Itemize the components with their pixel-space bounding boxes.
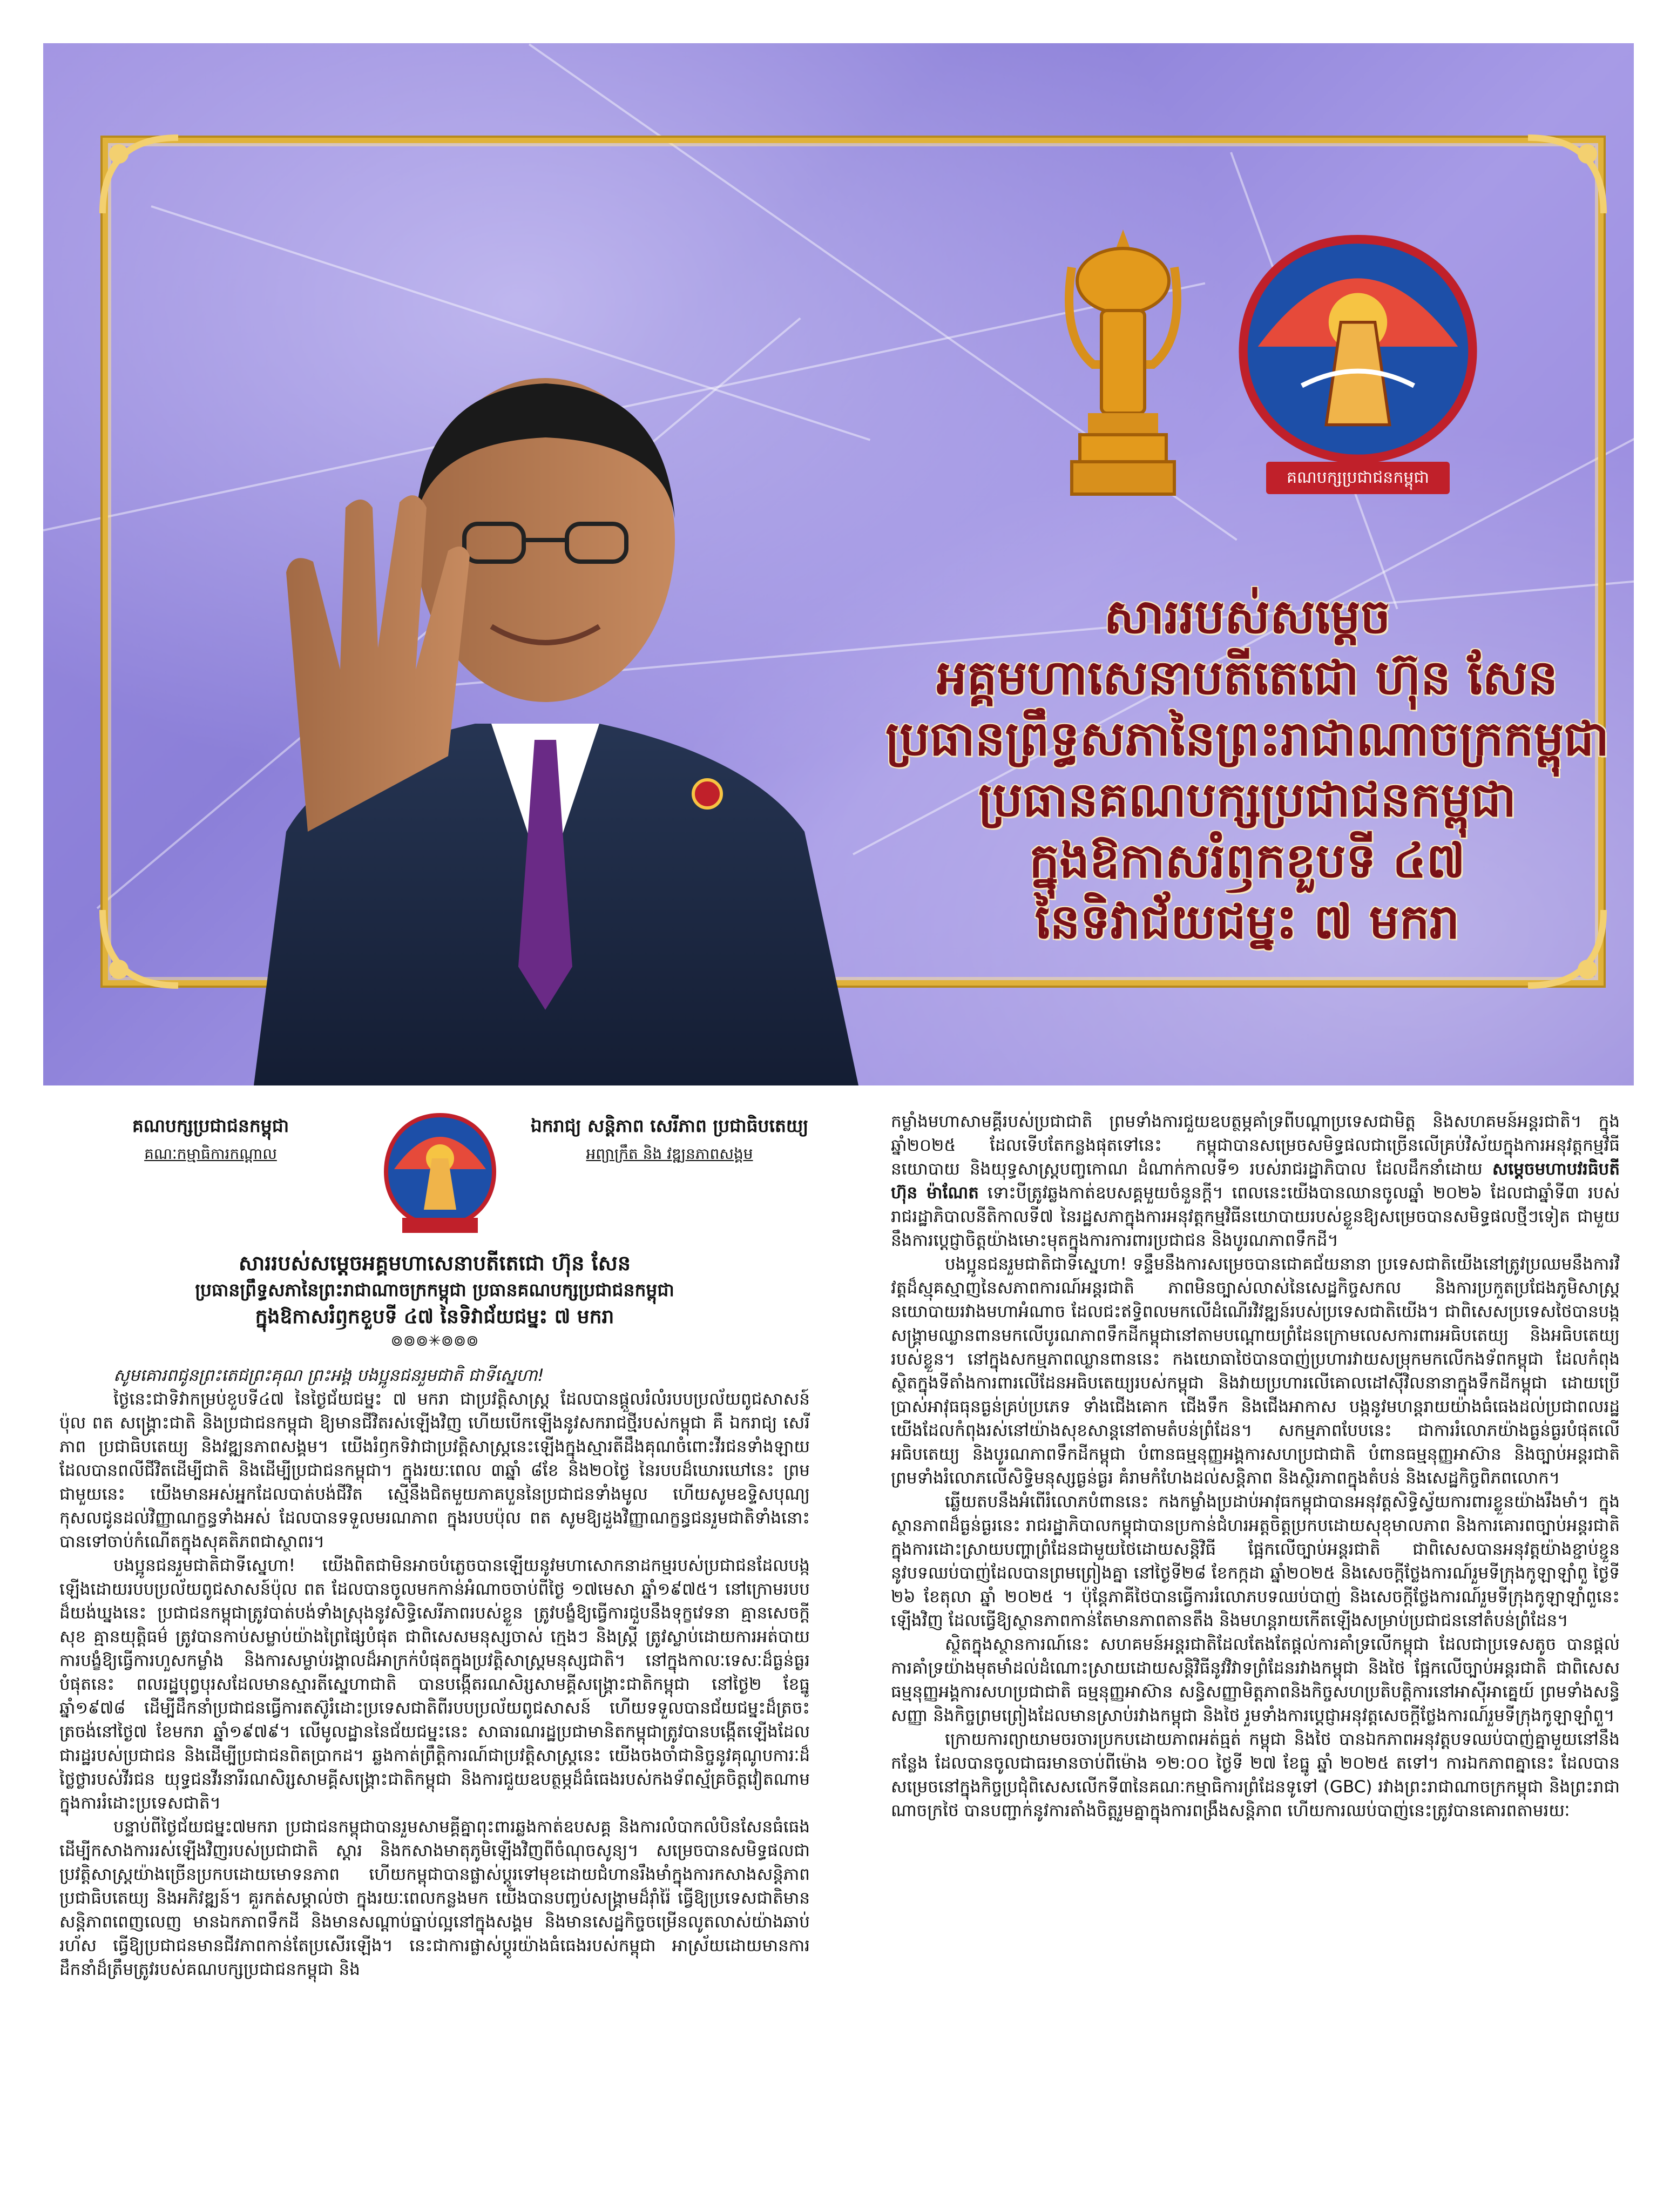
document-title: [59, 1249, 810, 1352]
portrait-photo: [221, 346, 923, 1085]
party-logo-caption: គណបក្សប្រជាជនកម្ពុជា: [1266, 462, 1450, 494]
paragraph: បន្ទាប់ពីថ្ងៃជ័យជម្នះ៧មករា ប្រជាជនកម្ពុជាបានរួមសាមគ្គីគ្នាពុះពារឆ្លងកាត់ឧបសគ្គ និងការលំបាកលំបិនសែនធំធេង ដើម្បីកសាងការរស់ឡើងវិញរបស់ប្រជាជាតិ ស្តារ និងកសាងមាតុភូមិឡើងវិញពីចំណុចសូន្យ។ សម្រេចបានសមិទ្ធផលជាប្រវត្តិសាស្ត្រយ៉ាងច្រើនប្រកបដោយមោទនភាព ហើយកម្ពុជាបានផ្លាស់ប្តូរទៅមុខដោយជំហានរឹងមាំក្នុងការកសាងសន្តិភាព ប្រជាធិបតេយ្យ និងអភិវឌ្ឍន៍។ គួរកត់សម្គាល់ថា ក្នុងរយៈពេលកន្លងមក យើងបានបញ្ចប់សង្គ្រាមដ៏រ៉ាំរ៉ៃ ធ្វើឱ្យប្រទេសជាតិមានសន្តិភាពពេញលេញ មានឯកភាពទឹកដី និងមានសណ្ដាប់ធ្នាប់ល្អនៅក្នុងសង្គម និងមានសេដ្ឋកិច្ចចម្រើនលូតលាស់យ៉ាងឆាប់រហ័ស ធ្វើឱ្យប្រជាជនមានជីវភាពកាន់តែប្រសើរឡើង។ នេះជាការផ្លាស់ប្ដូរយ៉ាងធំធេងរបស់កម្ពុជា អាស្រ័យដោយមានការដឹកនាំដ៏ត្រឹមត្រូវរបស់គណបក្សប្រជាជនកម្ពុជា និង: [59, 1817, 810, 1979]
paragraph: ស្ថិតក្នុងស្ថានការណ៍នេះ សហគមន៍អន្តរជាតិដែលតែងតែផ្ដល់ការគាំទ្រលើកម្ពុជា ដែលជាប្រទេសតូច បានផ្ដល់ការគាំទ្រយ៉ាងមុតមាំដល់ដំណោះស្រាយដោយសន្តិវិធីនូវវិវាទព្រំដែនរវាងកម្ពុជា និងថៃ ផ្អែកលើច្បាប់អន្តរជាតិ ជាពិសេស ធម្មនុញ្ញអង្គការសហប្រជាជាតិ ធម្មនុញ្ញអាស៊ាន សន្ធិសញ្ញាមិត្តភាពនិងកិច្ចសហប្រតិបត្តិការនៅអាស៊ីអាគ្នេយ៍ ព្រមទាំងសន្ធិសញ្ញា និងកិច្ចព្រមព្រៀងដែលមានស្រាប់រវាងកម្ពុជា និងថៃ រួមទាំងការប្ដេជ្ញាអនុវត្តសេចក្ដីថ្លែងការណ៍រួមទីក្រុងកូឡាឡាំពួ។: [891, 1635, 1620, 1725]
banner-title-line: អគ្គមហាសេនាបតីតេជោ ហ៊ុន សែន: [936, 649, 1558, 705]
salutation: សូមគោរពជូនព្រះតេជព្រះគុណ ព្រះអង្គ បងប្អូនជនរួមជាតិ ជាទីស្នេហា!: [113, 1366, 544, 1385]
banner-title-line: ប្រធានព្រឹទ្ធសភានៃព្រះរាជាណាចក្រកម្ពុជា: [885, 710, 1610, 766]
document-column-right: [891, 1110, 1620, 2195]
paragraph: ក្រោយការព្យាយាមចរចារប្រកបដោយភាពអត់ធ្មត់ កម្ពុជា និងថៃ បានឯកភាពអនុវត្តបទឈប់បាញ់គ្នាមួយនៅនឹងកន្លែង ដែលបានចូលជាធរមានចាប់ពីម៉ោង ១២:០០ ថ្ងៃទី ២៧ ខែធ្នូ ឆ្នាំ ២០២៥ តទៅ។ ការឯកភាពគ្នានេះ ដែលបានសម្រេចនៅក្នុងកិច្ចប្រជុំពិសេសលើកទី៣នៃគណៈកម្មាធិការព្រំដែនទូទៅ (GBC) រវាងព្រះរាជាណាចក្រកម្ពុជា និងព្រះរាជាណាចក្រថៃ បានបញ្ជាក់នូវការតាំងចិត្តរួមគ្នាក្នុងការពង្រឹងសន្តិភាព ហើយការឈប់បាញ់នេះត្រូវបានគោរពតាមរយៈ: [891, 1730, 1620, 1820]
party-logo-small-icon: [378, 1110, 502, 1239]
paragraph: ឆ្លើយតបនឹងអំពើរំលោភបំពាននេះ កងកម្លាំងប្រដាប់អាវុធកម្ពុជាបានអនុវត្តសិទ្ធិស្វ័យការពារខ្លួនយ៉ាងរឹងមាំ។ ក្នុងស្ថានភាពដ៏ធ្ងន់ធ្ងរនេះ រាជរដ្ឋាភិបាលកម្ពុជាបានប្រកាន់ជំហរអត្តចិត្តប្រកបដោយសុខុមាលភាព និងការគោរពច្បាប់អន្តរជាតិ ក្នុងការដោះស្រាយបញ្ហាព្រំដែនជាមួយថៃដោយសន្តិវិធី ផ្អែកលើច្បាប់អន្តរជាតិ ជាពិសេសបានអនុវត្តយ៉ាងខ្ជាប់ខ្ជួននូវបទឈប់បាញ់ដែលបានព្រមព្រៀងគ្នា នៅថ្ងៃទី២៨ ខែកក្កដា ឆ្នាំ២០២៥ និងសេចក្តីថ្លែងការណ៍រួមទីក្រុងកូឡាឡាំពួ ថ្ងៃទី ២៦ ខែតុលា ឆ្នាំ ២០២៥ ។ ប៉ុន្តែភាគីថៃបានធ្វើការរំលោភបទឈប់បាញ់ និងសេចក្ដីថ្លែងការណ៍រួមទីក្រុងកូឡាឡាំពួនេះឡើងវិញ ដែលធ្វើឱ្យស្ថានភាពកាន់តែមានភាពតានតឹង និងមហន្តរាយកើតឡើងសម្រាប់ប្រជាជននៅតំបន់ព្រំដែន។: [891, 1492, 1620, 1630]
left-column-body: [59, 1364, 810, 2190]
banner-title-line: នៃទិវាជ័យជម្នះ ៧ មករា: [1034, 893, 1460, 949]
document-title-line: សាររបស់សម្តេចអគ្គមហាសេនាបតីតេជោ ហ៊ុន សែន: [239, 1251, 631, 1275]
document-title-line: ប្រធានព្រឹទ្ធសភានៃព្រះរាជាណាចក្រកម្ពុជា ប្រធានគណបក្សប្រជាជនកម្ពុជា: [195, 1279, 674, 1300]
document-column-left: [59, 1110, 810, 2195]
frame-corner-ornament: [1523, 132, 1609, 219]
paragraph: បងប្អូនជនរួមជាតិជាទីស្នេហា! យើងពិតជាមិនអាចបំភ្លេចបានឡើយនូវមហាសោកនាដកម្មរបស់ប្រជាជនដែលបង្កឡើងដោយរបបប្រល័យពូជសាសន៍ប៉ុល ពត ដែលបានចូលមកកាន់អំណាចចាប់ពីថ្ងៃ ១៧មេសា ឆ្នាំ១៩៧៥។ នៅក្រោមរបបដ៏យង់ឃ្នងនេះ ប្រជាជនកម្ពុជាត្រូវបាត់បង់ទាំងស្រុងនូវសិទ្ធិសេរីភាពរបស់ខ្លួន ត្រូវបង្ខំឱ្យធ្វើការជួបនឹងទុក្ខវេទនា គ្មានសេចក្ដីសុខ គ្មានយុត្តិធម៌ ត្រូវបានកាប់សម្លាប់យ៉ាងព្រៃផ្សៃបំផុត ជាពិសេសមនុស្សចាស់ ក្មេងៗ និងស្ត្រី ត្រូវស្លាប់ដោយការអត់បាយ ការបង្ខំឱ្យធ្វើការហួសកម្លាំង និងការសម្លាប់រង្គាលដ៏អាក្រក់បំផុតក្នុងប្រវត្តិសាស្ត្រមនុស្សជាតិ។ នៅក្នុងកាលៈទេសៈដ៏ធ្ងន់ធ្ងរបំផុតនេះ ពលរដ្ឋបុព្វបុរសដែលមានស្មារតីស្នេហាជាតិ បានបង្កើតរណសិរ្សសាមគ្គីសង្គ្រោះជាតិកម្ពុជា នៅថ្ងៃ២ ខែធ្នូ ឆ្នាំ១៩៧៨ ដើម្បីដឹកនាំប្រជាជនធ្វើការតស៊ូរំដោះប្រទេសជាតិពីរបបប្រល័យពូជសាសន៍ ហើយទទួលបានជ័យជម្នះដ៏ត្រចះត្រចង់នៅថ្ងៃ៧ ខែមករា ឆ្នាំ១៩៧៩។ លើមូលដ្ឋាននៃជ័យជម្នះនេះ សាធារណរដ្ឋប្រជាមានិតកម្ពុជាត្រូវបានបង្កើតឡើងដែលជារដ្ឋរបស់ប្រជាជន និងដើម្បីប្រជាជនពិតប្រាកដ។ ឆ្លងកាត់ព្រឹត្តិការណ៍ជាប្រវត្តិសាស្ត្រនេះ យើងចងចាំជានិច្ចនូវគុណូបការៈដ៏ថ្លៃថ្លារបស់វីរជន យុទ្ធជនវីរនារីរណសិរ្សសាមគ្គីសង្គ្រោះជាតិកម្ពុជា និងការជួយឧបត្ថម្ភដ៏ធំធេងរបស់កងទ័ពស្ម័គ្រចិត្តវៀតណាម ក្នុងការរំដោះប្រទេសជាតិ។: [59, 1556, 810, 1813]
header-committee: គណៈកម្មាធិការកណ្ដាល: [144, 1145, 277, 1163]
frame-corner-ornament: [97, 905, 184, 991]
frame-corner-ornament: [97, 132, 184, 219]
paragraph: [891, 1110, 1620, 1252]
prime-minister-name: សម្ដេចមហាបវរធិបតី ហ៊ុន ម៉ាណែត: [891, 1159, 1620, 1203]
header-right: [518, 1115, 821, 1166]
royal-emblem-icon: [1050, 230, 1196, 510]
header-motto: ឯករាជ្យ សន្តិភាព សេរីភាព ប្រជាធិបតេយ្យ: [530, 1115, 809, 1136]
paragraph-text: កម្លាំងមហាសាមគ្គីរបស់ប្រជាជាតិ ព្រមទាំងការជួយឧបត្ថម្ភគាំទ្រពីបណ្ដាប្រទេសជាមិត្ត និងសហគមន៍អន្តរជាតិ។ ក្នុងឆ្នាំ២០២៥ ដែលទើបតែកន្លងផុតទៅនេះ កម្ពុជាបានសម្រេចសមិទ្ធផលជាច្រើនលើគ្រប់វិស័យក្នុងការអនុវត្តកម្មវិធីនយោបាយ និងយុទ្ធសាស្ត្របញ្ចកោណ ដំណាក់កាលទី១ របស់រាជរដ្ឋាភិបាល ដែលដឹកនាំដោយ: [891, 1112, 1620, 1179]
document: [59, 1110, 1625, 2195]
paragraph-text: ទោះបីត្រូវឆ្លងកាត់ឧបសគ្គមួយចំនួនក្ដី។ ពេលនេះយើងបានឈានចូលឆ្នាំ ២០២៦ ដែលជាឆ្នាំទី៣ របស់រាជរដ្ឋាភិបាលនីតិកាលទី៧ នៃរដ្ឋសភាក្នុងការអនុវត្តកម្មវិធីនយោបាយរបស់ខ្លួនឱ្យសម្រេចបានសមិទ្ធផលថ្មីៗទៀត ជាមួយនឹងការប្ដេជ្ញាចិត្តយ៉ាងមោះមុតក្នុងការការពារប្រជាជន និងបូរណភាពទឹកដី។: [891, 1183, 1620, 1250]
banner: [43, 43, 1634, 1085]
banner-title-line: ប្រធានគណបក្សប្រជាជនកម្ពុជា: [978, 771, 1516, 827]
header-left: [59, 1115, 362, 1166]
banner-title-line: ក្នុងឱកាសរំឭកខួបទី ៤៧: [1029, 832, 1465, 888]
header-motto-2: អព្យាក្រឹត និង វឌ្ឍនភាពសង្គម: [586, 1145, 753, 1163]
banner-title: [858, 586, 1634, 952]
document-title-line: ក្នុងឱកាសរំឭកខួបទី ៤៧ នៃទិវាជ័យជម្នះ ៧ មករា: [255, 1305, 614, 1328]
header-party-name: គណបក្សប្រជាជនកម្ពុជា: [132, 1115, 289, 1136]
party-emblem-icon: [1215, 230, 1501, 483]
banner-title-line: សាររបស់សម្ដេច: [1104, 588, 1391, 644]
title-ornament: ៙៙៙✳៙៙៙: [390, 1332, 479, 1350]
party-logo: [1215, 230, 1501, 510]
paragraph: បងប្អូនជនរួមជាតិជាទីស្នេហា! ទន្ទឹមនឹងការសម្រេចបានជោគជ័យនានា ប្រទេសជាតិយើងនៅត្រូវប្រឈមនឹងការវិវត្តដ៏ស្មុគស្មាញនៃសភាពការណ៍អន្តរជាតិ ភាពមិនច្បាស់លាស់នៃសេដ្ឋកិច្ចសកល និងការប្រកួតប្រជែងភូមិសាស្ត្រនយោបាយរវាងមហាអំណាច ដែលជះឥទ្ធិពលមកលើដំណើរវិវឌ្ឍន៍របស់ប្រទេសជាតិយើង។ ជាពិសេសប្រទេសថៃបានបង្កសង្គ្រាមឈ្លានពានមកលើបូរណភាពទឹកដីកម្ពុជានៅតាមបណ្ដោយព្រំដែនក្រោមលេសការពារអធិបតេយ្យ និងអធិបតេយ្យរបស់ខ្លួន។ នៅក្នុងសកម្មភាពឈ្លានពាននេះ កងយោធាថៃបានបាញ់ប្រហារវាយសម្រុកមកលើកងទ័ពកម្ពុជា ដែលកំពុងស្ថិតក្នុងទីតាំងការពារលើដែនអធិបតេយ្យរបស់កម្ពុជា និងវាយប្រហារលើគោលដៅស៊ីវិលនានាក្នុងទឹកដីកម្ពុជា ដោយប្រើប្រាស់អាវុធធុនធ្ងន់គ្រប់ប្រភេទ ទាំងជើងគោក ជើងទឹក និងជើងអាកាស បង្កនូវមហន្តរាយយ៉ាងធំធេងដល់ប្រជាពលរដ្ឋយើងដែលកំពុងរស់នៅយ៉ាងសុខសាន្តនៅតាមតំបន់ព្រំដែន។ សកម្មភាពបែបនេះ ជាការរំលោភយ៉ាងធ្ងន់ធ្ងរបំផុតលើអធិបតេយ្យ និងបូរណភាពទឹកដីកម្ពុជា បំពានធម្មនុញ្ញអង្គការសហប្រជាជាតិ បំពានធម្មនុញ្ញអាស៊ាន និងច្បាប់អន្តរជាតិ ព្រមទាំងរំលោភលើសិទ្ធិមនុស្សធ្ងន់ធ្ងរ គំរាមកំហែងដល់សន្តិភាព និងស្ថិរភាពក្នុងតំបន់ និងសេដ្ឋកិច្ចពិភពលោក។: [891, 1255, 1620, 1488]
paragraph: ថ្ងៃនេះជាទិវាកម្រប់ខួបទី៤៧ នៃថ្ងៃជ័យជម្នះ ៧ មករា ជាប្រវត្តិសាស្ត្រ ដែលបានផ្ដួលរំលំរបបប្រល័យពូជសាសន៍ ប៉ុល ពត សង្គ្រោះជាតិ និងប្រជាជនកម្ពុជា ឱ្យមានជីវិតរស់ឡើងវិញ ហើយបើកឡើងនូវសករាជថ្មីរបស់កម្ពុជា គឺ ឯករាជ្យ សេរីភាព ប្រជាធិបតេយ្យ និងវឌ្ឍនភាពសង្គម។ យើងរំឭកទិវាជាប្រវត្តិសាស្ត្រនេះឡើងក្នុងស្មារតីដឹងគុណចំពោះវីរជនទាំងឡាយ ដែលបានពលីជីវិតដើម្បីជាតិ និងដើម្បីប្រជាជនកម្ពុជា។ ក្នុងរយៈពេល ៣ឆ្នាំ ៨ខែ និង២០ថ្ងៃ នៃរបបដ៏ឃោរឃៅនេះ ព្រមជាមួយនេះ យើងមានអស់អ្នកដែលបាត់បង់ជីវិត ស្មើនឹងជិតមួយភាគបួននៃប្រជាជនទាំងមូល ហើយសូមឧទ្ទិសបុណ្យកុសលជូនដល់វិញ្ញាណក្ខន្ធទាំងអស់ ដែលបានទទួលមរណភាព ក្នុងរបបប៉ុល ពត សូមឱ្យដួងវិញ្ញាណក្ខន្ធជនរួមជាតិទាំងនោះ បានទៅចាប់កំណើតក្នុងសុគតិភពជាស្ថាពរ។: [59, 1390, 810, 1552]
